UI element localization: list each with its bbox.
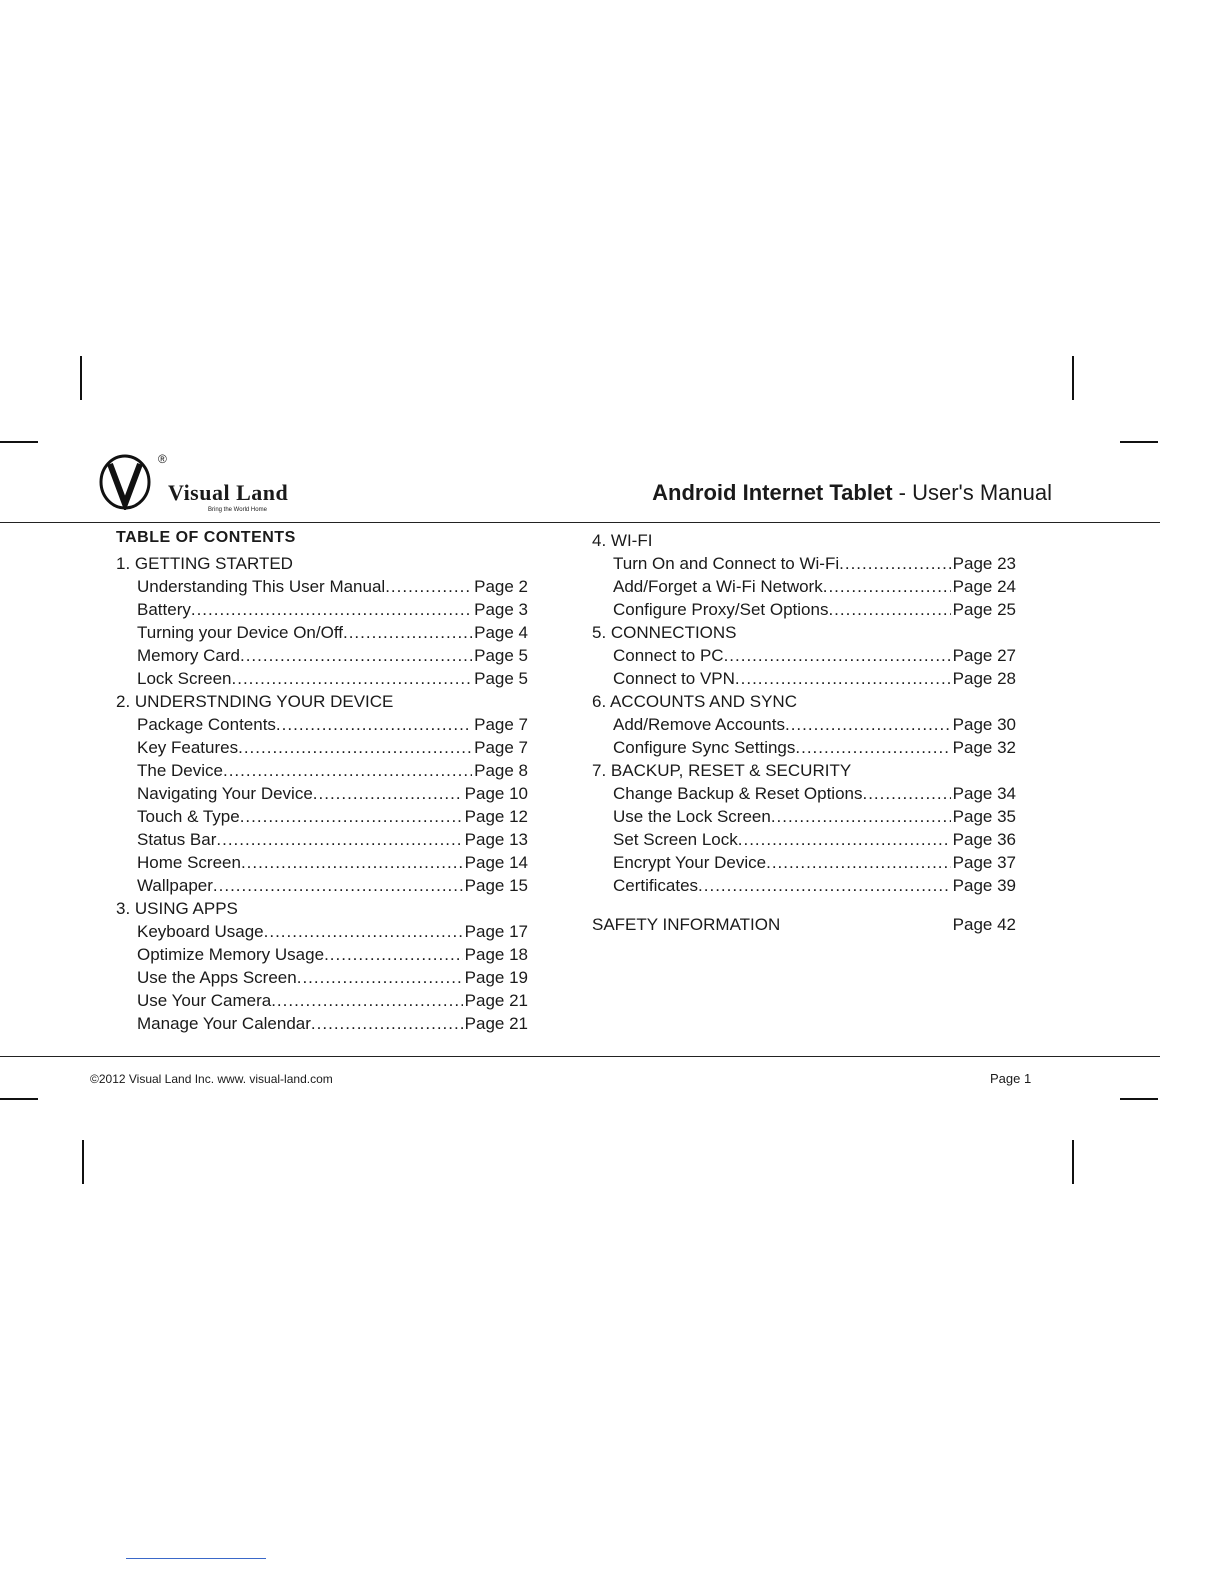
toc-leader-dots xyxy=(698,874,951,897)
toc-entry-page: Page 25 xyxy=(952,600,1016,619)
toc-entry-label: Wallpaper xyxy=(137,876,213,895)
toc-entry-label: Key Features xyxy=(137,738,239,757)
toc-left-column xyxy=(116,529,528,1035)
toc-entry-label: Add/Forget a Wi-Fi Network xyxy=(613,577,823,596)
brand-logo xyxy=(96,452,336,518)
toc-entry-label: Touch & Type xyxy=(137,807,240,826)
toc-entry-label: Use the Apps Screen xyxy=(137,968,297,987)
toc-entry-label: Understanding This User Manual xyxy=(137,577,386,596)
toc-entry-page: Page 35 xyxy=(952,807,1016,826)
toc-entry xyxy=(116,759,528,782)
toc-entry-label: Navigating Your Device xyxy=(137,784,313,803)
toc-entry-page: Page 30 xyxy=(952,715,1016,734)
toc-entry xyxy=(116,1012,528,1035)
toc-entry-page: Page 10 xyxy=(464,784,528,803)
toc-entry-page: Page 3 xyxy=(474,600,528,619)
toc-entry-page: Page 42 xyxy=(952,915,1016,934)
toc-entry-label: Lock Screen xyxy=(137,669,232,688)
toc-entry-label: Use the Lock Screen xyxy=(613,807,771,826)
toc-entry xyxy=(592,552,1016,575)
toc-leader-dots xyxy=(771,805,951,828)
toc-entry-label: Change Backup & Reset Options xyxy=(613,784,863,803)
toc-section-title: 3. USING APPS xyxy=(116,899,238,918)
document-title xyxy=(652,480,1052,506)
crop-mark xyxy=(82,1140,84,1184)
toc-leader-dots xyxy=(297,966,463,989)
toc-entry-page: Page 13 xyxy=(464,830,528,849)
toc-entry xyxy=(592,598,1016,621)
toc-entry-label: Manage Your Calendar xyxy=(137,1014,311,1033)
toc-entry-page: Page 19 xyxy=(464,968,528,987)
toc-leader-dots xyxy=(766,851,951,874)
toc-entry xyxy=(592,805,1016,828)
toc-entry-page: Page 39 xyxy=(952,876,1016,895)
toc-section-title: 4. WI-FI xyxy=(592,531,653,550)
toc-leader-dots xyxy=(735,667,951,690)
toc-entry xyxy=(592,828,1016,851)
crop-mark xyxy=(80,356,82,400)
toc-entry xyxy=(116,828,528,851)
toc-entry-label: Keyboard Usage xyxy=(137,922,264,941)
toc-entry-page: Page 21 xyxy=(464,991,528,1010)
toc-entry xyxy=(116,782,528,805)
toc-entry-page: Page 17 xyxy=(464,922,528,941)
spacer xyxy=(592,897,1016,913)
toc-entry xyxy=(116,644,528,667)
toc-leader-dots xyxy=(313,782,463,805)
toc-leader-dots xyxy=(223,759,472,782)
toc-entry-page: Page 7 xyxy=(474,738,528,757)
document-title-product: Android Internet Tablet xyxy=(652,480,893,505)
toc-entry-label: Set Screen Lock xyxy=(613,830,738,849)
toc-entry-page: Page 14 xyxy=(464,853,528,872)
toc-leader-dots xyxy=(191,598,472,621)
toc-entry xyxy=(116,851,528,874)
toc-section-title: 7. BACKUP, RESET & SECURITY xyxy=(592,761,852,780)
toc-entry-label: The Device xyxy=(137,761,223,780)
toc-entry xyxy=(116,874,528,897)
toc-entry xyxy=(116,943,528,966)
toc-entry-page: Page 18 xyxy=(464,945,528,964)
toc-entry-label: Optimize Memory Usage xyxy=(137,945,325,964)
toc-entry xyxy=(592,851,1016,874)
toc-leader-dots xyxy=(240,805,463,828)
toc-entry-page: Page 5 xyxy=(474,646,528,665)
toc-leader-dots xyxy=(264,920,463,943)
toc-entry xyxy=(592,644,1016,667)
toc-leader-dots xyxy=(324,943,463,966)
toc-entry-label: Certificates xyxy=(613,876,699,895)
toc-leader-dots xyxy=(343,621,472,644)
toc-leader-dots xyxy=(780,913,952,936)
toc-entry xyxy=(116,598,528,621)
toc-leader-dots xyxy=(238,736,472,759)
crop-mark xyxy=(1072,1140,1074,1184)
toc-section-title: 2. UNDERSTNDING YOUR DEVICE xyxy=(116,692,394,711)
toc-leader-dots xyxy=(311,1012,463,1035)
toc-entry-page: Page 27 xyxy=(952,646,1016,665)
toc-section-title: 5. CONNECTIONS xyxy=(592,623,737,642)
toc-leader-dots xyxy=(216,828,462,851)
toc-entry xyxy=(592,575,1016,598)
toc-leader-dots xyxy=(839,552,951,575)
toc-entry xyxy=(592,874,1016,897)
toc-entry-label: Memory Card xyxy=(137,646,240,665)
toc-entry xyxy=(116,989,528,1012)
toc-entry-page: Page 37 xyxy=(952,853,1016,872)
toc-entry-label: Home Screen xyxy=(137,853,241,872)
brand-tagline: Bring the World Home xyxy=(208,507,267,513)
footer-page-number: Page 1 xyxy=(990,1071,1032,1086)
toc-leader-dots xyxy=(738,828,951,851)
toc-leader-dots xyxy=(823,575,951,598)
registered-mark: ® xyxy=(158,452,167,466)
toc-entry-page: Page 32 xyxy=(952,738,1016,757)
toc-entry-label: Battery xyxy=(137,600,191,619)
toc-leader-dots xyxy=(724,644,951,667)
crop-mark xyxy=(0,441,38,443)
toc-entry-page: Page 2 xyxy=(474,577,528,596)
toc-entry-page: Page 8 xyxy=(474,761,528,780)
toc-entry-page: Page 4 xyxy=(474,623,528,642)
toc-heading: TABLE OF CONTENTS xyxy=(116,529,296,546)
toc-entry-page: Page 23 xyxy=(952,554,1016,573)
toc-leader-dots xyxy=(271,989,462,1012)
toc-safety-entry xyxy=(592,913,1016,936)
toc-entry-label: Add/Remove Accounts xyxy=(613,715,785,734)
toc-entry xyxy=(116,805,528,828)
toc-entry xyxy=(116,920,528,943)
toc-entry-page: Page 7 xyxy=(474,715,528,734)
toc-entry-label: Turn On and Connect to Wi-Fi xyxy=(613,554,840,573)
toc-entry xyxy=(592,736,1016,759)
toc-leader-dots xyxy=(795,736,950,759)
toc-section-title: 6. ACCOUNTS AND SYNC xyxy=(592,692,797,711)
toc-entry-label: Connect to VPN xyxy=(613,669,735,688)
toc-entry-page: Page 15 xyxy=(464,876,528,895)
header-rule xyxy=(0,522,1160,523)
toc-entry xyxy=(592,667,1016,690)
toc-entry xyxy=(116,667,528,690)
toc-entry-label: Package Contents xyxy=(137,715,276,734)
toc-entry-label: Status Bar xyxy=(137,830,217,849)
toc-entry-label: Connect to PC xyxy=(613,646,724,665)
toc-entry xyxy=(592,713,1016,736)
toc-entry-page: Page 12 xyxy=(464,807,528,826)
toc-leader-dots xyxy=(785,713,951,736)
toc-entry xyxy=(116,713,528,736)
logo-v-icon xyxy=(96,452,154,510)
crop-mark xyxy=(0,1098,38,1100)
toc-entry-label: Turning your Device On/Off xyxy=(137,623,343,642)
toc-leader-dots xyxy=(276,713,472,736)
toc-entry-page: Page 28 xyxy=(952,669,1016,688)
crop-mark xyxy=(1120,1098,1158,1100)
blue-underline xyxy=(126,1558,266,1559)
toc-entry xyxy=(592,782,1016,805)
toc-entry-label: SAFETY INFORMATION xyxy=(592,915,781,934)
toc-leader-dots xyxy=(385,575,472,598)
toc-leader-dots xyxy=(241,851,463,874)
toc-leader-dots xyxy=(828,598,950,621)
toc-section-title: 1. GETTING STARTED xyxy=(116,554,293,573)
footer-rule xyxy=(0,1056,1160,1057)
toc-leader-dots xyxy=(240,644,472,667)
toc-leader-dots xyxy=(862,782,950,805)
toc-entry-page: Page 21 xyxy=(464,1014,528,1033)
toc-entry xyxy=(116,966,528,989)
toc-entry-label: Encrypt Your Device xyxy=(613,853,767,872)
toc-leader-dots xyxy=(213,874,463,897)
toc-leader-dots xyxy=(232,667,473,690)
crop-mark xyxy=(1072,356,1074,400)
toc-right-column xyxy=(592,529,1016,936)
toc-entry-page: Page 5 xyxy=(474,669,528,688)
toc-entry xyxy=(116,736,528,759)
brand-name: Visual Land xyxy=(168,480,289,505)
toc-entry xyxy=(116,621,528,644)
toc-entry-page: Page 36 xyxy=(952,830,1016,849)
toc-entry-page: Page 34 xyxy=(952,784,1016,803)
toc-entry-label: Use Your Camera xyxy=(137,991,272,1010)
crop-mark xyxy=(1120,441,1158,443)
footer-copyright: ©2012 Visual Land Inc. www. visual-land.com xyxy=(90,1072,333,1086)
toc-entry-label: Configure Sync Settings xyxy=(613,738,796,757)
toc-entry-label: Configure Proxy/Set Options xyxy=(613,600,829,619)
toc-entry-page: Page 24 xyxy=(952,577,1016,596)
document-title-suffix: - User's Manual xyxy=(892,480,1052,505)
toc-entry xyxy=(116,575,528,598)
